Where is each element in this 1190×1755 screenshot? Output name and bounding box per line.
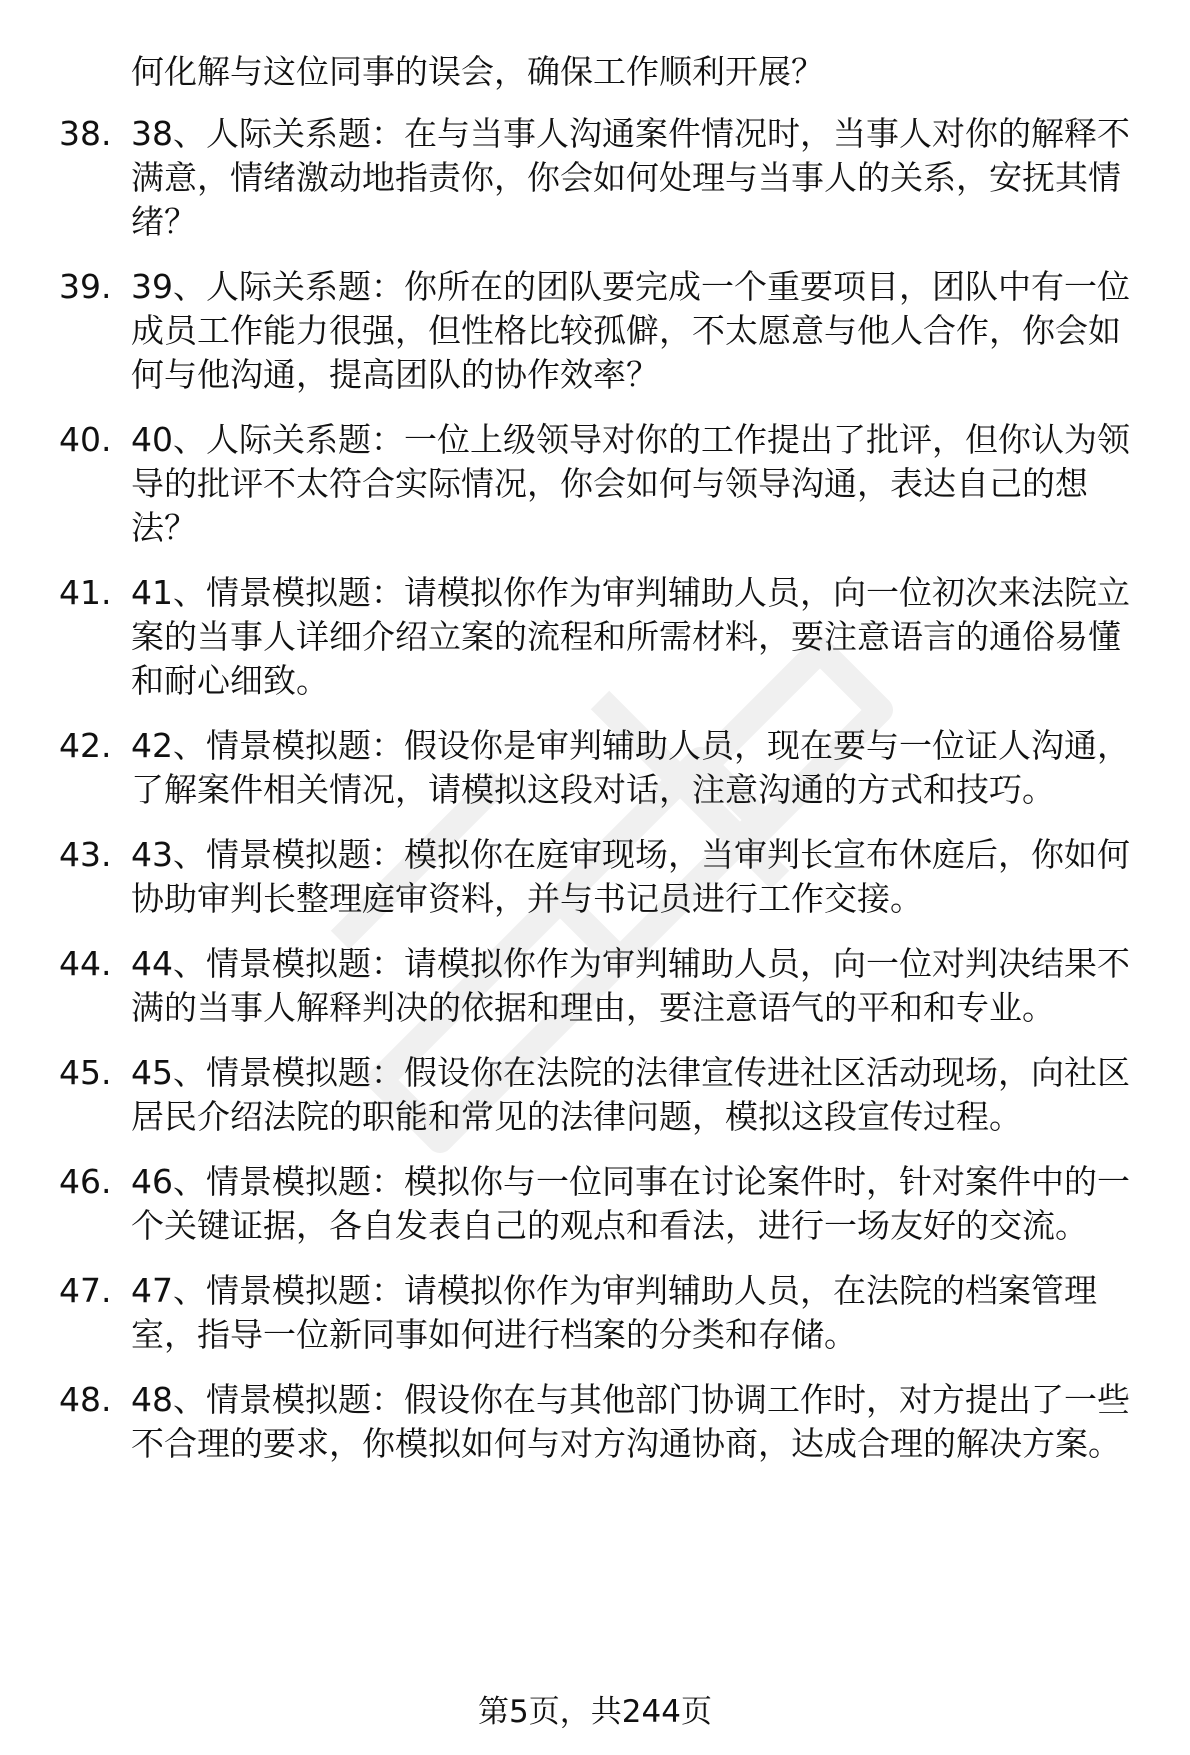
item-number: 40.	[59, 420, 112, 459]
item-number: 47.	[59, 1271, 112, 1310]
list-item	[0, 833, 1190, 921]
item-number: 43.	[59, 835, 112, 874]
question-list	[0, 112, 1190, 1487]
list-item	[0, 571, 1190, 703]
list-item	[0, 724, 1190, 812]
item-number: 38.	[59, 114, 112, 153]
list-item	[0, 1051, 1190, 1139]
page-footer: 第5页，共244页	[478, 1694, 712, 1730]
list-item	[0, 1269, 1190, 1357]
list-item	[0, 265, 1190, 397]
item-text: 41、情景模拟题：请模拟你作为审判辅助人员，向一位初次来法院立案的当事人详细介绍立案的流程和所需材料，要注意语言的通俗易懂和耐心细致。	[131, 573, 1130, 700]
item-text: 48、情景模拟题：假设你在与其他部门协调工作时，对方提出了一些不合理的要求，你模拟如何与对方沟通协商，达成合理的解决方案。	[131, 1380, 1130, 1463]
list-item	[0, 112, 1190, 244]
list-item	[0, 418, 1190, 550]
item-text: 45、情景模拟题：假设你在法院的法律宣传进社区活动现场，向社区居民介绍法院的职能和常见的法律问题，模拟这段宣传过程。	[131, 1053, 1130, 1136]
item-text: 40、人际关系题：一位上级领导对你的工作提出了批评，但你认为领导的批评不太符合实际情况，你会如何与领导沟通，表达自己的想法？	[131, 420, 1130, 547]
item-number: 41.	[59, 573, 112, 612]
item-number: 48.	[59, 1380, 112, 1419]
item-number: 46.	[59, 1162, 112, 1201]
item-text: 44、情景模拟题：请模拟你作为审判辅助人员，向一位对判决结果不满的当事人解释判决的依据和理由，要注意语气的平和和专业。	[131, 944, 1130, 1027]
item-text: 46、情景模拟题：模拟你与一位同事在讨论案件时，针对案件中的一个关键证据，各自发表自己的观点和看法，进行一场友好的交流。	[131, 1162, 1130, 1245]
list-item	[0, 1160, 1190, 1248]
item-text: 38、人际关系题：在与当事人沟通案件情况时，当事人对你的解释不满意，情绪激动地指责你，你会如何处理与当事人的关系，安抚其情绪？	[131, 114, 1130, 241]
list-item	[0, 1378, 1190, 1466]
item-text: 42、情景模拟题：假设你是审判辅助人员，现在要与一位证人沟通，了解案件相关情况，请模拟这段对话，注意沟通的方式和技巧。	[131, 726, 1130, 809]
continuation-text: 何化解与这位同事的误会，确保工作顺利开展？	[131, 52, 824, 91]
item-text: 47、情景模拟题：请模拟你作为审判辅助人员，在法院的档案管理室，指导一位新同事如何进行档案的分类和存储。	[131, 1271, 1097, 1354]
item-text: 43、情景模拟题：模拟你在庭审现场，当审判长宣布休庭后，你如何协助审判长整理庭审资料，并与书记员进行工作交接。	[131, 835, 1130, 918]
item-number: 39.	[59, 267, 112, 306]
list-item	[0, 942, 1190, 1030]
item-text: 39、人际关系题：你所在的团队要完成一个重要项目，团队中有一位成员工作能力很强，但性格比较孤僻，不太愿意与他人合作，你会如何与他沟通，提高团队的协作效率？	[131, 267, 1130, 394]
item-number: 45.	[59, 1053, 112, 1092]
item-number: 44.	[59, 944, 112, 983]
item-number: 42.	[59, 726, 112, 765]
